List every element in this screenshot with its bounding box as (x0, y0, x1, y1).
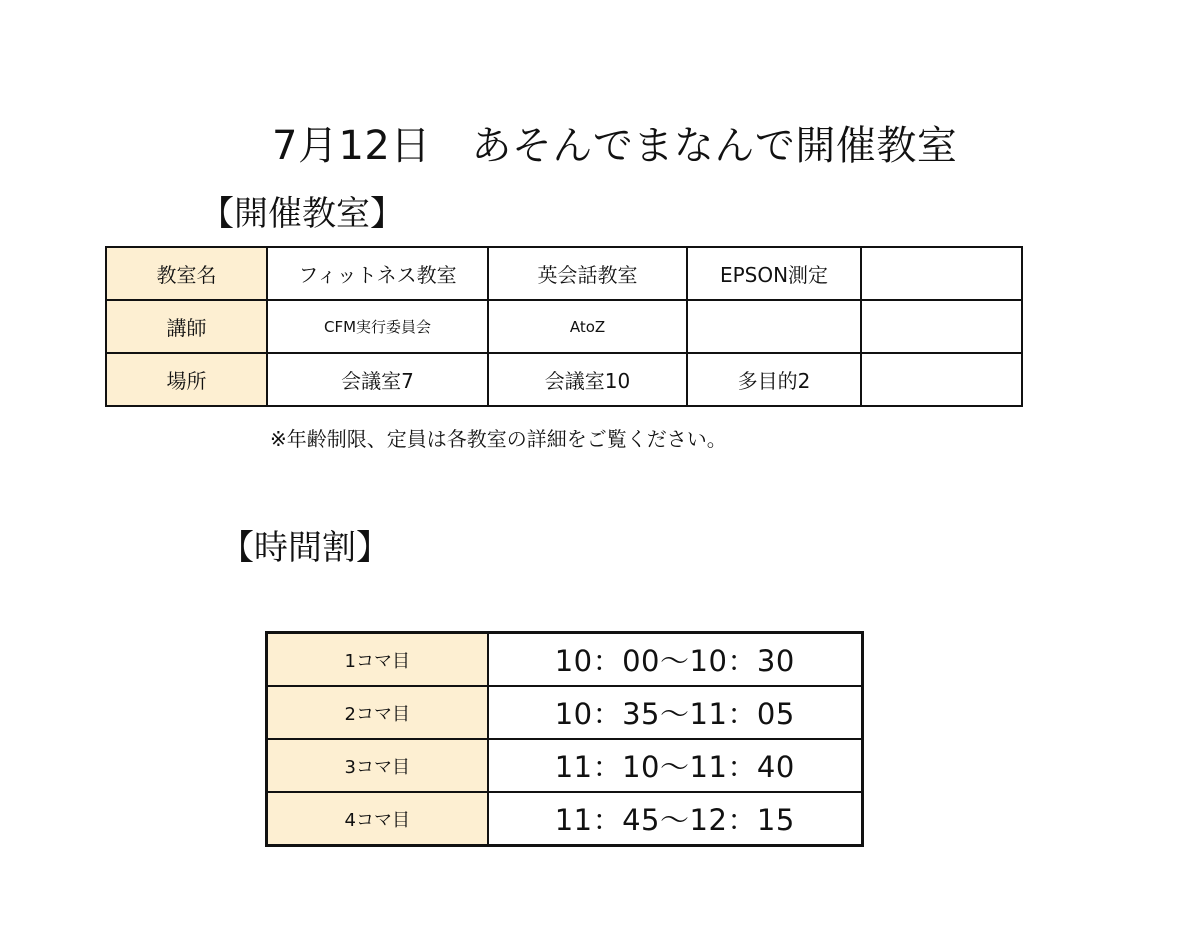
table-row (267, 739, 863, 792)
cell-location-epson: 多目的2 (687, 353, 861, 406)
time-range: 10：00〜10：30 (488, 633, 863, 687)
table-row-instructor (106, 300, 1022, 353)
cell-empty (861, 247, 1022, 300)
label-instructor: 講師 (106, 300, 267, 353)
cell-english-class: 英会話教室 (488, 247, 687, 300)
classes-section-heading: 【開催教室】 (200, 194, 404, 234)
table-row (267, 686, 863, 739)
cell-location-fitness: 会議室7 (267, 353, 488, 406)
time-range: 11：45〜12：15 (488, 792, 863, 846)
table-row (267, 792, 863, 846)
cell-empty (861, 300, 1022, 353)
label-location: 場所 (106, 353, 267, 406)
page-title: 7月12日 あそんでまなんで開催教室 (272, 123, 958, 169)
time-range: 10：35〜11：05 (488, 686, 863, 739)
schedule-table (265, 631, 864, 847)
cell-instructor-english: AtoZ (488, 300, 687, 353)
period-label: 4コマ目 (267, 792, 488, 846)
time-range: 11：10〜11：40 (488, 739, 863, 792)
cell-instructor-fitness: CFM実行委員会 (267, 300, 488, 353)
table-row (267, 633, 863, 687)
note-text: ※年齢制限、定員は各教室の詳細をご覧ください。 (270, 427, 727, 451)
period-label: 2コマ目 (267, 686, 488, 739)
cell-empty (861, 353, 1022, 406)
cell-location-english: 会議室10 (488, 353, 687, 406)
table-row-class-name (106, 247, 1022, 300)
period-label: 3コマ目 (267, 739, 488, 792)
cell-instructor-epson (687, 300, 861, 353)
cell-fitness-class: フィットネス教室 (267, 247, 488, 300)
classes-table (105, 246, 1023, 407)
cell-epson-measurement: EPSON測定 (687, 247, 861, 300)
table-row-location (106, 353, 1022, 406)
schedule-section-heading: 【時間割】 (220, 528, 390, 568)
period-label: 1コマ目 (267, 633, 488, 687)
label-class-name: 教室名 (106, 247, 267, 300)
